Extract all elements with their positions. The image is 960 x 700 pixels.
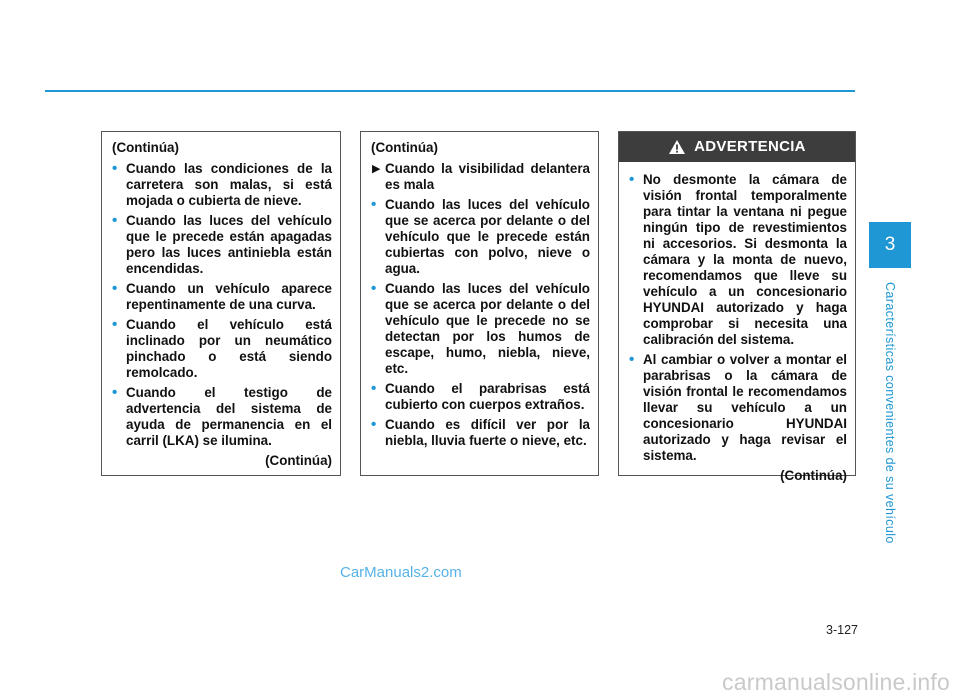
list-item: • Cuando las condiciones de la carretera son malas, si está mojada o cubierta de nieve.: [112, 161, 332, 209]
warning-box: [618, 131, 856, 483]
info-box-2: [360, 131, 599, 476]
condition-list: [112, 161, 332, 449]
continued-label: (Continúa): [780, 468, 847, 483]
list-item: • Cuando un vehículo aparece repentinamente de una curva.: [112, 281, 332, 313]
warning-header: [619, 132, 855, 162]
chapter-tab: 3: [869, 222, 911, 268]
list-item: • Cuando el vehículo está inclinado por un neumático pinchado o está siendo remolcado.: [112, 317, 332, 381]
list-item: • Cuando las luces del vehículo que le precede están apagadas pero las luces antiniebla están encendidas.: [112, 213, 332, 277]
list-item: • Cuando las luces del vehículo que se acerca por delante o del vehículo que le precede están cubiertas con polvo, nieve o agua.: [371, 197, 590, 277]
warning-list: [629, 172, 847, 464]
warning-title: ADVERTENCIA: [694, 138, 806, 155]
continued-label: (Continúa): [371, 140, 438, 155]
watermark-link[interactable]: CarManuals2.com: [340, 564, 462, 581]
footer-watermark: carmanualsonline.info: [722, 669, 950, 695]
list-item: • Cuando el parabrisas está cubierto con cuerpos extraños.: [371, 381, 590, 413]
list-item: • Al cambiar o volver a montar el parabrisas o la cámara de visión frontal le recomendamos llevar su vehículo a un concesionario HYUNDAI autorizado y haga revisar el sistema.: [629, 352, 847, 464]
list-item: • No desmonte la cámara de visión frontal temporalmente para tintar la ventana ni pegue ningún tipo de revestimientos ni accesorios. Si desmonta la cámara y la monta de nuevo, recomendamos que lleve su vehículo a un concesionario HYUNDAI autorizado y haga comprobar si necesita una calibración del sistema.: [629, 172, 847, 348]
page-number: 3-127: [826, 623, 858, 637]
section-title: Características convenientes de su vehículo: [883, 282, 897, 544]
list-item: • Cuando es difícil ver por la niebla, lluvia fuerte o nieve, etc.: [371, 417, 590, 449]
triangle-right-icon: ▶: [372, 163, 381, 175]
info-box-1: [101, 131, 341, 476]
warning-triangle-icon: [668, 139, 686, 155]
condition-list: [371, 197, 590, 449]
continued-label: (Continúa): [112, 140, 179, 155]
list-item: • Cuando las luces del vehículo que se acerca por delante o del vehículo que le precede no se detectan por los humos de escape, humo, niebla, nieve, etc.: [371, 281, 590, 377]
list-item: • Cuando el testigo de advertencia del sistema de ayuda de permanencia en el carril (LKA) se ilumina.: [112, 385, 332, 449]
header-rule: [45, 90, 855, 92]
triangle-item-text: Cuando la visibilidad delantera es mala: [385, 161, 590, 192]
continued-label: (Continúa): [265, 453, 332, 468]
warning-body: [619, 162, 855, 484]
triangle-item: [371, 161, 590, 193]
